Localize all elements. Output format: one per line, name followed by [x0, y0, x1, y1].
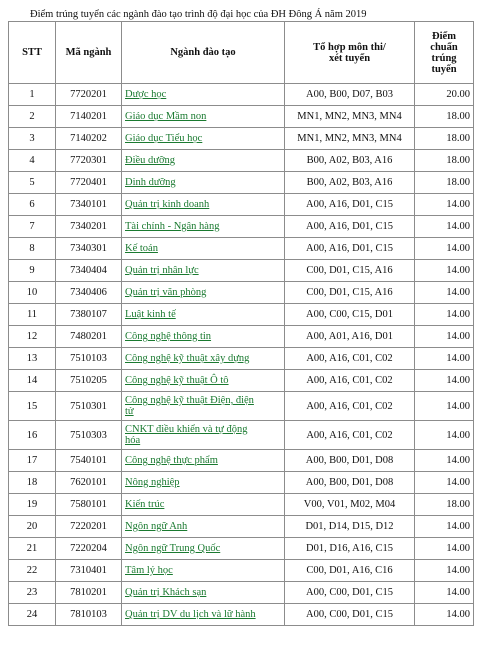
row-cutoff-score: 14.00: [415, 538, 474, 560]
row-major-code: 7340301: [56, 238, 122, 260]
row-major-name: [122, 348, 285, 370]
row-cutoff-score: 14.00: [415, 238, 474, 260]
row-stt: 3: [9, 128, 56, 150]
major-link[interactable]: [125, 111, 206, 122]
table-row: [9, 106, 474, 128]
row-subject-combination: A00, C00, D01, C15: [285, 604, 415, 626]
row-subject-combination: A00, A16, C01, C02: [285, 421, 415, 450]
major-link-line1: Quản trị DV du lịch và lữ hành: [125, 609, 256, 620]
table-row: [9, 604, 474, 626]
header-combo: [285, 22, 415, 84]
row-stt: 15: [9, 392, 56, 421]
row-cutoff-score: 14.00: [415, 326, 474, 348]
major-link[interactable]: [125, 499, 164, 510]
row-stt: 10: [9, 282, 56, 304]
row-stt: 8: [9, 238, 56, 260]
row-major-name: [122, 582, 285, 604]
row-major-code: 7340201: [56, 216, 122, 238]
row-subject-combination: A00, A16, C01, C02: [285, 348, 415, 370]
table-row: [9, 560, 474, 582]
row-stt: 16: [9, 421, 56, 450]
table-row: [9, 84, 474, 106]
header-major: Ngành đào tạo: [122, 22, 285, 84]
table-row: [9, 194, 474, 216]
major-link-line1: Công nghệ kỹ thuật Ô tô: [125, 375, 229, 386]
table-row: [9, 472, 474, 494]
table-row: [9, 128, 474, 150]
table-body: [9, 84, 474, 626]
row-major-code: 7510103: [56, 348, 122, 370]
row-major-code: 7140201: [56, 106, 122, 128]
row-major-name: [122, 494, 285, 516]
row-cutoff-score: 18.00: [415, 172, 474, 194]
major-link-line1: Tâm lý học: [125, 565, 173, 576]
major-link-line1: Dinh dưỡng: [125, 177, 176, 188]
row-major-code: 7220204: [56, 538, 122, 560]
header-score: [415, 22, 474, 84]
row-stt: 19: [9, 494, 56, 516]
row-major-name: [122, 260, 285, 282]
row-cutoff-score: 14.00: [415, 582, 474, 604]
major-link[interactable]: [125, 609, 256, 620]
row-cutoff-score: 14.00: [415, 516, 474, 538]
row-major-name: [122, 106, 285, 128]
row-cutoff-score: 14.00: [415, 472, 474, 494]
major-link[interactable]: [125, 177, 176, 188]
major-link-line1: Tài chính - Ngân hàng: [125, 221, 220, 232]
row-major-code: 7340404: [56, 260, 122, 282]
row-subject-combination: A00, A16, C01, C02: [285, 392, 415, 421]
row-major-code: 7510205: [56, 370, 122, 392]
row-major-code: 7620101: [56, 472, 122, 494]
row-cutoff-score: 14.00: [415, 304, 474, 326]
row-stt: 22: [9, 560, 56, 582]
major-link-line1: Ngôn ngữ Anh: [125, 521, 188, 532]
major-link-line1: Công nghệ kỹ thuật xây dựng: [125, 353, 250, 364]
row-major-name: [122, 326, 285, 348]
row-subject-combination: A00, A16, D01, C15: [285, 238, 415, 260]
row-cutoff-score: 20.00: [415, 84, 474, 106]
major-link[interactable]: [125, 287, 206, 298]
header-score-line4: tuyển: [431, 63, 457, 75]
table-row: [9, 582, 474, 604]
row-major-code: 7540101: [56, 450, 122, 472]
row-stt: 2: [9, 106, 56, 128]
row-subject-combination: B00, A02, B03, A16: [285, 150, 415, 172]
row-cutoff-score: 18.00: [415, 150, 474, 172]
row-major-name: [122, 172, 285, 194]
row-major-code: 7310401: [56, 560, 122, 582]
major-link-line1: Công nghệ thực phẩm: [125, 455, 218, 466]
row-major-code: 7510303: [56, 421, 122, 450]
row-major-name: [122, 238, 285, 260]
major-link-line1: CNKT điều khiển và tự động: [125, 424, 248, 435]
table-row: [9, 538, 474, 560]
row-stt: 12: [9, 326, 56, 348]
row-major-name: [122, 370, 285, 392]
row-major-code: 7220201: [56, 516, 122, 538]
row-subject-combination: A00, B00, D01, D08: [285, 472, 415, 494]
row-cutoff-score: 18.00: [415, 128, 474, 150]
row-subject-combination: C00, D01, A16, C16: [285, 560, 415, 582]
table-row: [9, 348, 474, 370]
row-major-code: 7380107: [56, 304, 122, 326]
row-stt: 20: [9, 516, 56, 538]
major-link-line1: Điều dưỡng: [125, 155, 176, 166]
row-subject-combination: A00, C00, D01, C15: [285, 582, 415, 604]
major-link-line1: Quản trị nhân lực: [125, 265, 199, 276]
row-major-name: [122, 150, 285, 172]
row-major-code: 7810201: [56, 582, 122, 604]
row-major-name: [122, 450, 285, 472]
row-subject-combination: A00, B00, D01, D08: [285, 450, 415, 472]
row-subject-combination: B00, A02, B03, A16: [285, 172, 415, 194]
row-major-code: 7340101: [56, 194, 122, 216]
table-header-row: [9, 22, 474, 84]
row-cutoff-score: 18.00: [415, 494, 474, 516]
header-code: Mã ngành: [56, 22, 122, 84]
row-cutoff-score: 14.00: [415, 450, 474, 472]
major-link-line1: Luật kinh tế: [125, 309, 176, 320]
row-stt: 18: [9, 472, 56, 494]
row-stt: 14: [9, 370, 56, 392]
row-subject-combination: C00, D01, C15, A16: [285, 282, 415, 304]
header-stt: STT: [9, 22, 56, 84]
row-major-name: [122, 216, 285, 238]
table-row: [9, 421, 474, 450]
row-cutoff-score: 14.00: [415, 421, 474, 450]
row-cutoff-score: 14.00: [415, 194, 474, 216]
row-stt: 11: [9, 304, 56, 326]
row-major-code: 7340406: [56, 282, 122, 304]
row-stt: 9: [9, 260, 56, 282]
major-link-line2: hóa: [125, 435, 141, 446]
major-link[interactable]: [125, 565, 173, 576]
row-cutoff-score: 14.00: [415, 560, 474, 582]
major-link-line2: tử: [125, 406, 134, 417]
table-row: [9, 392, 474, 421]
major-link-line1: Giáo dục Mầm non: [125, 111, 207, 122]
row-major-code: 7580101: [56, 494, 122, 516]
major-link-line1: Nông nghiệp: [125, 477, 180, 488]
row-cutoff-score: 14.00: [415, 392, 474, 421]
major-link[interactable]: [125, 89, 166, 100]
major-link[interactable]: [125, 477, 180, 488]
row-major-name: [122, 604, 285, 626]
major-link[interactable]: [125, 587, 206, 598]
table-row: [9, 304, 474, 326]
table-row: [9, 370, 474, 392]
row-major-code: 7510301: [56, 392, 122, 421]
header-combo-line1: Tổ hợp môn thi/: [313, 41, 386, 53]
row-cutoff-score: 14.00: [415, 370, 474, 392]
row-cutoff-score: 14.00: [415, 282, 474, 304]
row-subject-combination: D01, D14, D15, D12: [285, 516, 415, 538]
major-link[interactable]: [125, 221, 219, 232]
row-major-code: 7140202: [56, 128, 122, 150]
table-row: [9, 326, 474, 348]
row-subject-combination: A00, A16, C01, C02: [285, 370, 415, 392]
table-row: [9, 172, 474, 194]
row-stt: 17: [9, 450, 56, 472]
table-row: [9, 494, 474, 516]
major-link[interactable]: [125, 353, 249, 364]
header-score-line3: trúng: [431, 52, 457, 64]
row-major-name: [122, 516, 285, 538]
row-subject-combination: V00, V01, M02, M04: [285, 494, 415, 516]
row-cutoff-score: 18.00: [415, 106, 474, 128]
row-stt: 4: [9, 150, 56, 172]
header-score-line2: chuẩn: [430, 41, 458, 53]
header-combo-line2: xét tuyển: [328, 52, 371, 64]
row-cutoff-score: 14.00: [415, 260, 474, 282]
major-link[interactable]: [125, 155, 175, 166]
major-link-line1: Ngôn ngữ Trung Quốc: [125, 543, 221, 554]
row-stt: 23: [9, 582, 56, 604]
major-link[interactable]: [125, 543, 220, 554]
major-link-line1: Kế toán: [125, 243, 158, 254]
major-link[interactable]: [125, 521, 187, 532]
row-major-name: [122, 538, 285, 560]
major-link-line1: Quản trị Khách sạn: [125, 587, 207, 598]
major-link[interactable]: [125, 133, 202, 144]
major-link[interactable]: [125, 455, 218, 466]
row-major-code: 7810103: [56, 604, 122, 626]
table-row: [9, 238, 474, 260]
row-subject-combination: A00, A16, D01, C15: [285, 216, 415, 238]
row-stt: 5: [9, 172, 56, 194]
header-score-line1: Điểm: [432, 30, 456, 42]
row-subject-combination: C00, D01, C15, A16: [285, 260, 415, 282]
major-link-line1: Quản trị văn phòng: [125, 287, 207, 298]
row-stt: 7: [9, 216, 56, 238]
major-link[interactable]: [125, 331, 211, 342]
major-link[interactable]: [125, 395, 254, 417]
row-major-name: [122, 304, 285, 326]
row-subject-combination: A00, C00, C15, D01: [285, 304, 415, 326]
major-link[interactable]: [125, 375, 229, 386]
admission-scores-table: [8, 21, 474, 626]
row-major-name: [122, 560, 285, 582]
row-stt: 24: [9, 604, 56, 626]
row-subject-combination: A00, B00, D07, B03: [285, 84, 415, 106]
major-link[interactable]: [125, 424, 247, 446]
row-major-name: [122, 392, 285, 421]
row-subject-combination: MN1, MN2, MN3, MN4: [285, 106, 415, 128]
major-link-line1: Công nghệ kỹ thuật Điện, điện: [125, 395, 254, 406]
row-major-name: [122, 194, 285, 216]
row-major-name: [122, 128, 285, 150]
row-subject-combination: A00, A16, D01, C15: [285, 194, 415, 216]
row-major-code: 7720401: [56, 172, 122, 194]
row-major-name: [122, 84, 285, 106]
row-stt: 1: [9, 84, 56, 106]
row-subject-combination: A00, A01, A16, D01: [285, 326, 415, 348]
row-stt: 13: [9, 348, 56, 370]
major-link[interactable]: [125, 243, 158, 254]
major-link-line1: Quản trị kinh doanh: [125, 199, 210, 210]
table-row: [9, 260, 474, 282]
major-link-line1: Giáo dục Tiểu học: [125, 133, 203, 144]
table-row: [9, 516, 474, 538]
table-row: [9, 282, 474, 304]
major-link-line1: Dược học: [125, 89, 167, 100]
row-major-name: [122, 282, 285, 304]
major-link[interactable]: [125, 265, 199, 276]
table-row: [9, 150, 474, 172]
row-stt: 21: [9, 538, 56, 560]
row-cutoff-score: 14.00: [415, 216, 474, 238]
table-row: [9, 450, 474, 472]
row-major-code: 7480201: [56, 326, 122, 348]
row-cutoff-score: 14.00: [415, 348, 474, 370]
row-major-code: 7720301: [56, 150, 122, 172]
major-link-line1: Công nghệ thông tin: [125, 331, 212, 342]
document-caption: Điểm trúng tuyển các ngành đào tạo trình độ đại học của ĐH Đông Á năm 2019: [30, 9, 367, 20]
table-row: [9, 216, 474, 238]
major-link[interactable]: [125, 309, 176, 320]
row-subject-combination: MN1, MN2, MN3, MN4: [285, 128, 415, 150]
row-stt: 6: [9, 194, 56, 216]
row-major-code: 7720201: [56, 84, 122, 106]
row-major-name: [122, 472, 285, 494]
row-cutoff-score: 14.00: [415, 604, 474, 626]
major-link-line1: Kiến trúc: [125, 499, 165, 510]
major-link[interactable]: [125, 199, 209, 210]
row-subject-combination: D01, D16, A16, C15: [285, 538, 415, 560]
row-major-name: [122, 421, 285, 450]
